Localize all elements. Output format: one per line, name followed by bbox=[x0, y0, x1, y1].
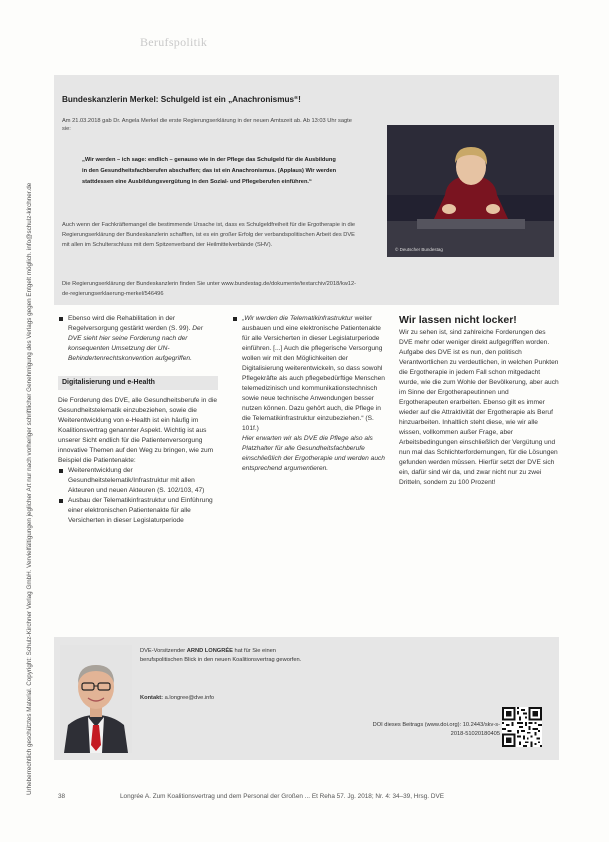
section-title: Wir lassen nicht locker! bbox=[399, 314, 517, 326]
box-quote: „Wir werden – ich sage: endlich – genauso wie in der Pflege das Schulgeld für die Ausbildung in den Gesundheitsfachberufen abschaffen; das ist ein Anachronismus. (Applaus) Wir werden stattdessen eine Ausbildungsvergütung in den Sozial- und Pflegeberufen einführen.“ bbox=[82, 157, 337, 185]
list-item bbox=[58, 314, 218, 364]
page-number: 38 bbox=[58, 793, 66, 800]
merkel-photo bbox=[387, 125, 554, 257]
box-title: Bundeskanzlerin Merkel: Schulgeld ist ein „Anachronismus“! bbox=[62, 95, 301, 104]
list-item: Weiterentwicklung der Gesundheitstelematik/Infrastruktur mit allen Akteuren und neuen Akteuren (S. 102/103, 47) bbox=[58, 466, 218, 496]
column-2 bbox=[232, 314, 390, 474]
column-1 bbox=[58, 314, 218, 526]
paragraph: Wir zu sehen ist, sind zahlreiche Forderungen des DVE mehr oder weniger direkt aufgegriffen worden. Aufgabe des DVE ist es nun, den politisch Verantwortlichen zu verdeutlichen, in welchen Punkten die Ergotherapie in jedem Fall schon mitgedacht wurde, wie die zum Wohle der Bevölkerung, aber auch im Sinne der Ergotherapeutinnen und Ergotherapeuten erarbeiten. Ebenso gilt es immer wieder auf die Attraktivität der Ergotherapie als Beruf hinzuarbeiten. Inhaltlich steht diese, wie wir alle wissen, vollkommen außer Frage, aber Arbeitsbedingungen einschließlich der Vergütung und nun mal das Schlichterfordernungen, für die Lösungen gefunden werden müssen. Hierfür setzt der DVE sich ein, dafür sind wir da, und zwar nicht nur zu zwei Dritteln, sondern zu 100 Prozent! bbox=[399, 329, 559, 486]
section-heading: Digitalisierung und e-Health bbox=[58, 376, 218, 390]
footer-citation: Longrée A. Zum Koalitionsvertrag und dem Personal der Großen ... Et Reha 57. Jg. 2018; Nr. 4: 34–39, Hrsg. DVE bbox=[120, 793, 444, 800]
list-item: Ausbau der Telematikinfrastruktur und Einführung einer elektronischen Patientenakte für alle Versicherten in dieser Legislaturperiode bbox=[58, 496, 218, 526]
photo-caption: © Deutscher Bundestag bbox=[395, 247, 443, 252]
bullet-text: Ebenso wird die Rehabilitation in der Regelversorgung gestärkt werden (S. 99). bbox=[68, 315, 191, 332]
author-contact bbox=[140, 695, 214, 701]
merkel-photo-illustration bbox=[387, 125, 554, 257]
contact-email-link[interactable]: a.longree@dve.info bbox=[164, 695, 215, 701]
merkel-info-box bbox=[54, 75, 559, 305]
section-label: Berufspolitik bbox=[140, 35, 208, 49]
box-intro: Am 21.03.2018 gab Dr. Angela Merkel die erste Regierungserklärung in der neuen Amtszeit ab. Ab 13:03 Uhr sagte sie: bbox=[62, 118, 352, 132]
box-body: Auch wenn der Fachkräftemangel die bestimmende Ursache ist, dass es Schulgeldfreiheit für die Ergotherapie in die Regierungserklärung der Bundeskanzlerin schafften, ist es ein großer Erfolg der verbandspolitischen Arbeit des DVE mit allen im Schulterschluss mit dem Spitzenverband der Heilmittelverbände (SHV). bbox=[62, 222, 356, 248]
quote-italic-text: „Wir werden die Telematikinfrastruktur bbox=[242, 315, 353, 322]
qr-code-graphic bbox=[502, 707, 542, 747]
box-footer: Die Regierungserklärung der Bundeskanzlerin finden Sie unter www.bundestag.de/dokumente/textarchiv/2018/kw12-de-regierungserklaerung-merkel/546496 bbox=[62, 281, 357, 297]
list-item bbox=[232, 314, 390, 434]
author-photo bbox=[60, 645, 132, 753]
author-photo-illustration bbox=[60, 645, 132, 753]
paragraph: Die Forderung des DVE, alle Gesundheitsberufe in die Gesundheitstelematik einzubeziehen, sowie die Weiterentwicklung von e-Health ist ein häufig im Koalitionsvertrag genannter Aspekt. Wichtig ist aus unserer Sicht endlich für die Patientenversorgung innovative Themen auf den Weg zu bringen, wie zum Beispiel die Patientenakte: bbox=[58, 397, 218, 464]
author-prefix: DVE-Vorsitzender bbox=[140, 648, 186, 654]
author-description bbox=[140, 647, 320, 666]
quote-text: weiter ausbauen und eine elektronische Patientenakte für alle Versicherten in dieser Legislaturperiode einführen. [...] Auch die pflegerische Versorgung wollen wir mit den Möglichkeiten der Digitalisierung weiterentwickeln, so dass sowohl Pflegekräfte als auch pflegebedürftige Menschen telemedizinisch und kommunikationstechnisch sowie neue technische Anwendungen besser nutzen können. Dazu gehört auch, die Pflege in die Telematikinfrastruktur einzubeziehen.“ (S. 101f.) bbox=[242, 315, 385, 432]
qr-code-icon bbox=[502, 707, 542, 747]
author-box bbox=[54, 637, 559, 760]
paragraph-italic: Hier erwarten wir als DVE die Pflege also als Platzhalter für alle Gesundheitsfachberufe einschließlich der Ergotherapie und werden auch entsprechend argumentieren. bbox=[242, 435, 385, 472]
side-copyright-notice: Urheberrechtlich geschütztes Material. Copyright: Schulz-Kirchner Verlag GmbH. Vervielfältigungen jeglicher Art nur nach vorheriger schriftlicher Genehmigung des Verlags gegen Entgelt möglich. info@schulz-kirchner.de bbox=[26, 182, 33, 795]
author-name: ARND LONGRÉE bbox=[186, 648, 233, 654]
author-suffix: hat für Sie einen berufspolitischen Blick in den neuen Koalitionsvertrag geworfen. bbox=[140, 648, 302, 664]
column-3 bbox=[399, 314, 559, 488]
contact-label: Kontakt: bbox=[140, 695, 164, 701]
doi-text: DOI dieses Beitrags (www.doi.org): 10.2443/skv-s-2018-51020180405 bbox=[372, 722, 500, 737]
bullet-italic-text: Der DVE sieht hier seine Forderung nach der konsequenten Umsetzung der UN-Behindertenrechtskonvention aufgegriffen. bbox=[68, 325, 203, 362]
